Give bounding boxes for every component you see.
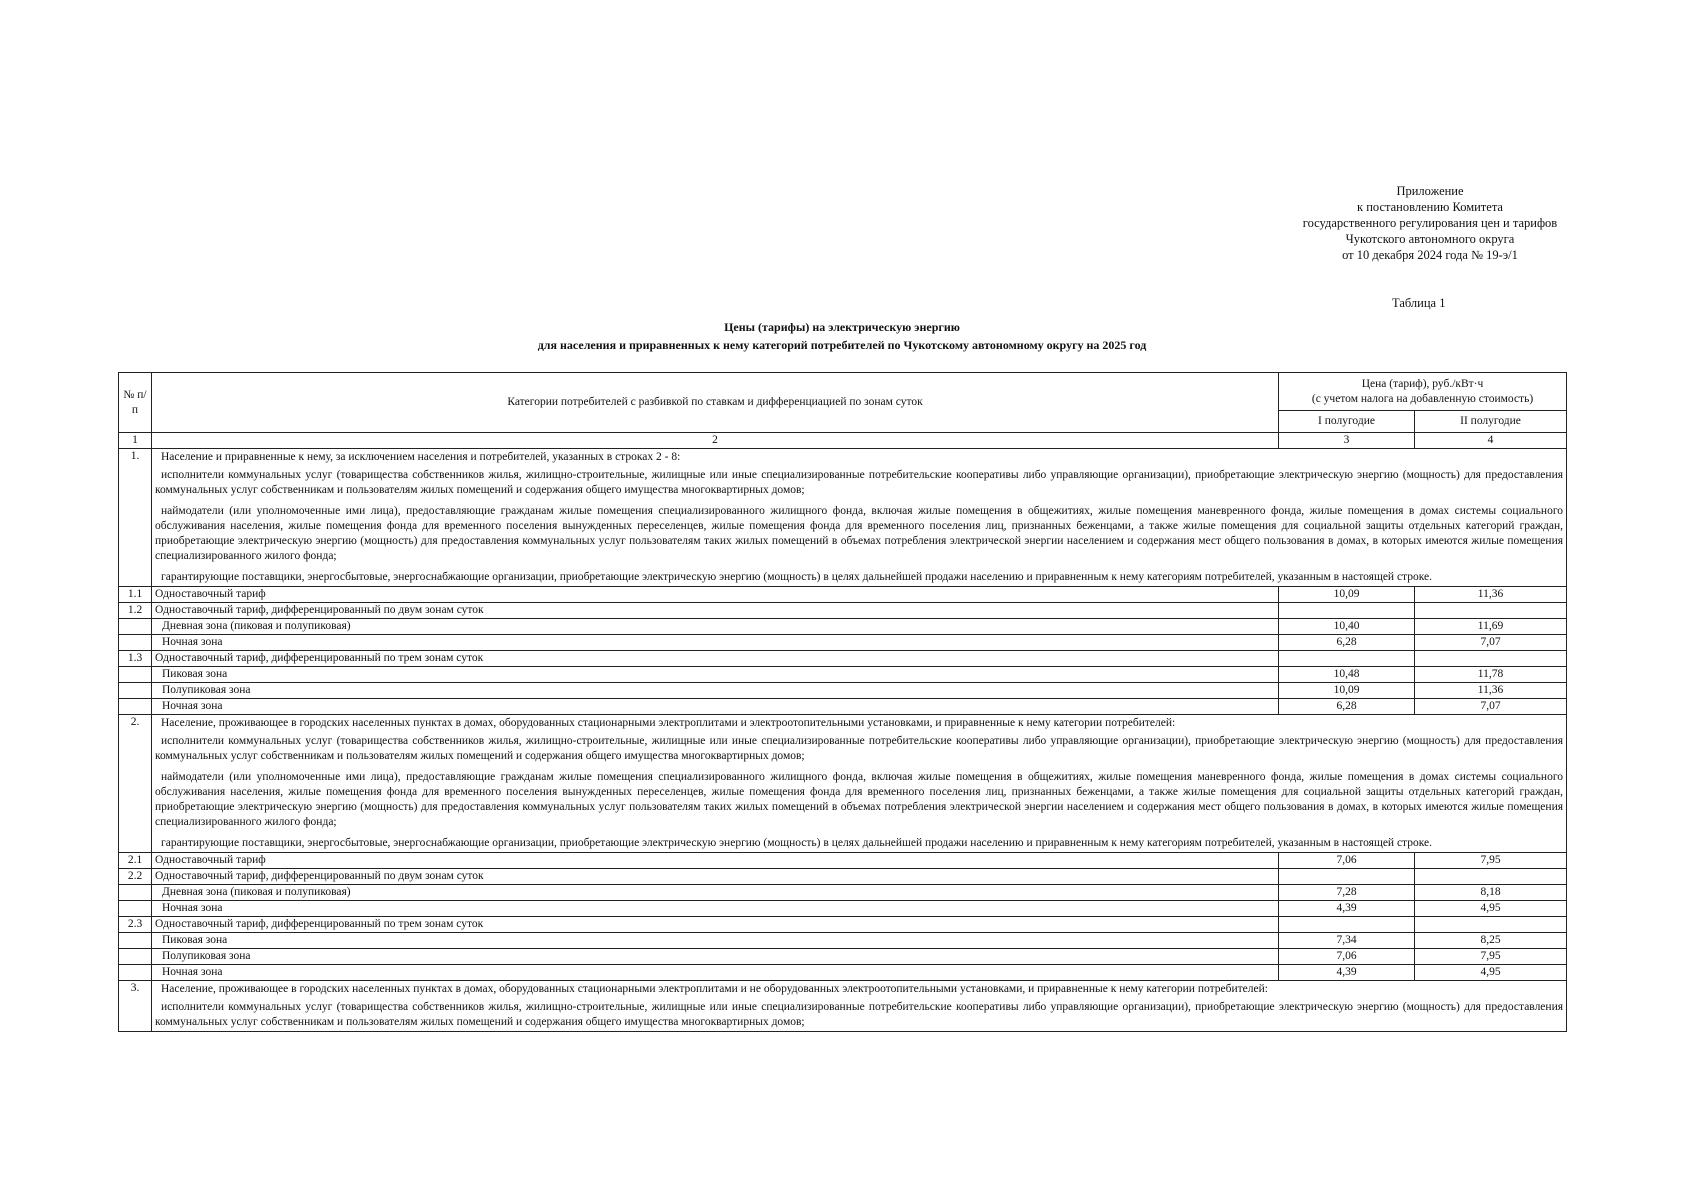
appendix-line: государственного регулирования цен и тарифов: [1302, 216, 1558, 230]
row-number: [119, 667, 152, 683]
value-half1: 4,39: [1279, 965, 1415, 981]
value-half2: 4,95: [1415, 965, 1567, 981]
value-half1: 7,06: [1279, 853, 1415, 869]
value-half1: [1279, 603, 1415, 619]
value-half2: 8,18: [1415, 885, 1567, 901]
row-number: 1.1: [119, 587, 152, 603]
section-number: 2.: [119, 715, 152, 853]
table-row: [119, 651, 1567, 667]
section-row: [119, 981, 1567, 1032]
row-label: Ночная зона: [152, 901, 1279, 917]
value-half2: [1415, 917, 1567, 933]
row-number: 2.3: [119, 917, 152, 933]
row-label: Пиковая зона: [152, 933, 1279, 949]
table-row: [119, 949, 1567, 965]
row-label: Одноставочный тариф, дифференцированный по трем зонам суток: [152, 917, 1279, 933]
value-half2: [1415, 869, 1567, 885]
value-half2: 11,78: [1415, 667, 1567, 683]
table-row: [119, 635, 1567, 651]
section-paragraph: гарантирующие поставщики, энергосбытовые, энергоснабжающие организации, приобретающие электрическую энергию (мощность) в целях дальнейшей продажи населению и приравненным к нему категориям потребителей, указанным в настоящей строке.: [161, 571, 1432, 583]
header-category: Категории потребителей с разбивкой по ставкам и дифференциацией по зонам суток: [152, 373, 1279, 433]
row-number: [119, 683, 152, 699]
row-number: [119, 901, 152, 917]
document-title: [118, 318, 1566, 354]
table-row: [119, 965, 1567, 981]
section-paragraph: исполнители коммунальных услуг (товарищества собственников жилья, жилищно-строительные, жилищные или иные специализированные потребительские кооперативы либо управляющие организации), приобретающие электрическую энергию (мощность) для предоставления коммунальных услуг собственникам и пользователям жилых помещений и содержания общего имущества многоквартирных домов;: [155, 1001, 1564, 1028]
value-half1: 10,40: [1279, 619, 1415, 635]
row-label: Дневная зона (пиковая и полупиковая): [152, 619, 1279, 635]
appendix-line: к постановлению Комитета: [1357, 200, 1503, 214]
row-label: Ночная зона: [152, 699, 1279, 715]
col-number: 4: [1415, 433, 1567, 449]
row-number: [119, 635, 152, 651]
row-label: Одноставочный тариф: [152, 587, 1279, 603]
table-row: [119, 901, 1567, 917]
section-paragraph: гарантирующие поставщики, энергосбытовые, энергоснабжающие организации, приобретающие электрическую энергию (мощность) в целях дальнейшей продажи населению и приравненным к нему категориям потребителей, указанным в настоящей строке.: [161, 837, 1432, 849]
value-half1: 6,28: [1279, 699, 1415, 715]
table-row: [119, 683, 1567, 699]
header-half1: I полугодие: [1279, 411, 1415, 433]
row-label: Одноставочный тариф, дифференцированный по трем зонам суток: [152, 651, 1279, 667]
table-row: [119, 667, 1567, 683]
value-half1: 10,09: [1279, 587, 1415, 603]
header-half2: II полугодие: [1415, 411, 1567, 433]
row-number: 2.1: [119, 853, 152, 869]
section-number: 3.: [119, 981, 152, 1032]
value-half2: 7,95: [1415, 853, 1567, 869]
section-description: [152, 715, 1567, 853]
value-half2: 7,07: [1415, 699, 1567, 715]
section-lead: Население и приравненные к нему, за исключением населения и потребителей, указанных в строках 2 - 8:: [161, 451, 681, 463]
value-half1: [1279, 869, 1415, 885]
row-number: [119, 949, 152, 965]
header-price-label: Цена (тариф), руб./кВт·ч: [1361, 377, 1484, 390]
section-paragraph: исполнители коммунальных услуг (товарищества собственников жилья, жилищно-строительные, жилищные или иные специализированные потребительские кооперативы либо управляющие организации), приобретающие электрическую энергию (мощность) для предоставления коммунальных услуг собственникам и пользователям жилых помещений и содержания общего имущества многоквартирных домов;: [155, 735, 1564, 762]
value-half1: 6,28: [1279, 635, 1415, 651]
section-lead: Население, проживающее в городских населенных пунктах в домах, оборудованных стационарными электроплитами и не оборудованных электроотопительными установками, и приравненные к нему категории потребителей:: [161, 983, 1268, 995]
appendix-line: Приложение: [1396, 184, 1464, 198]
section-paragraph: исполнители коммунальных услуг (товарищества собственников жилья, жилищно-строительные, жилищные или иные специализированные потребительские кооперативы либо управляющие организации), приобретающие электрическую энергию (мощность) для предоставления коммунальных услуг собственникам и пользователям жилых помещений и содержания общего имущества многоквартирных домов;: [155, 469, 1564, 496]
table-row: [119, 853, 1567, 869]
header-price: [1279, 373, 1567, 411]
section-lead: Население, проживающее в городских населенных пунктах в домах, оборудованных стационарными электроплитами и электроотопительными установками, и приравненные к нему категории потребителей:: [161, 717, 1176, 729]
table-label: Таблица 1: [1392, 296, 1446, 310]
column-number-row: [119, 433, 1567, 449]
appendix-line: Чукотского автономного округа: [1345, 232, 1515, 246]
row-label: Ночная зона: [152, 635, 1279, 651]
row-label: Дневная зона (пиковая и полупиковая): [152, 885, 1279, 901]
value-half1: 4,39: [1279, 901, 1415, 917]
table-row: [119, 587, 1567, 603]
value-half2: 7,95: [1415, 949, 1567, 965]
table-row: [119, 869, 1567, 885]
row-number: 1.3: [119, 651, 152, 667]
value-half1: [1279, 651, 1415, 667]
value-half2: 7,07: [1415, 635, 1567, 651]
row-label: Ночная зона: [152, 965, 1279, 981]
row-number: 2.2: [119, 869, 152, 885]
value-half1: 7,34: [1279, 933, 1415, 949]
value-half2: [1415, 603, 1567, 619]
value-half2: 4,95: [1415, 901, 1567, 917]
value-half2: 11,36: [1415, 683, 1567, 699]
value-half2: 8,25: [1415, 933, 1567, 949]
section-row: [119, 715, 1567, 853]
header-num: № п/п: [119, 373, 152, 433]
appendix-line: от 10 декабря 2024 года № 19-э/1: [1342, 248, 1518, 262]
row-number: [119, 699, 152, 715]
value-half1: [1279, 917, 1415, 933]
tariff-table: [118, 372, 1567, 1032]
section-number: 1.: [119, 449, 152, 587]
col-number: 2: [152, 433, 1279, 449]
row-number: 1.2: [119, 603, 152, 619]
table-row: [119, 885, 1567, 901]
title-line-2: для населения и приравненных к нему категорий потребителей по Чукотскому автономному округу на 2025 год: [537, 338, 1147, 352]
row-label: Одноставочный тариф: [152, 853, 1279, 869]
section-paragraph: наймодатели (или уполномоченные ими лица), предоставляющие гражданам жилые помещения специализированного жилищного фонда, включая жилые помещения в общежитиях, жилые помещения маневренного фонда, жилые помещения в домах системы социального обслуживания населения, жилые помещения фонда для временного поселения вынужденных переселенцев, жилые помещения фонда для временного поселения лиц, признанных беженцами, а также жилые помещения для социальной защиты отдельных категорий граждан, приобретающие электрическую энергию (мощность) для предоставления коммунальных услуг пользователям таких жилых помещений в объемах потребления электрической энергии населением и содержания мест общего пользования в домах, в которых имеются жилые помещения специализированного жилого фонда;: [155, 505, 1564, 562]
row-label: Одноставочный тариф, дифференцированный по двум зонам суток: [152, 603, 1279, 619]
value-half1: 10,48: [1279, 667, 1415, 683]
value-half2: [1415, 651, 1567, 667]
row-number: [119, 965, 152, 981]
value-half2: 11,36: [1415, 587, 1567, 603]
row-number: [119, 933, 152, 949]
row-number: [119, 885, 152, 901]
row-label: Полупиковая зона: [152, 683, 1279, 699]
value-half1: 7,06: [1279, 949, 1415, 965]
row-label: Пиковая зона: [152, 667, 1279, 683]
table-row: [119, 619, 1567, 635]
value-half1: 10,09: [1279, 683, 1415, 699]
appendix-header: [1280, 183, 1580, 263]
header-price-note: (с учетом налога на добавленную стоимость): [1311, 392, 1534, 405]
table-row: [119, 699, 1567, 715]
section-description: [152, 449, 1567, 587]
row-number: [119, 619, 152, 635]
table-row: [119, 603, 1567, 619]
table-row: [119, 917, 1567, 933]
section-paragraph: наймодатели (или уполномоченные ими лица), предоставляющие гражданам жилые помещения специализированного жилищного фонда, включая жилые помещения в общежитиях, жилые помещения маневренного фонда, жилые помещения в домах системы социального обслуживания населения, жилые помещения фонда для временного поселения вынужденных переселенцев, жилые помещения фонда для временного поселения лиц, признанных беженцами, а также жилые помещения для социальной защиты отдельных категорий граждан, приобретающие электрическую энергию (мощность) для предоставления коммунальных услуг пользователям таких жилых помещений в объемах потребления электрической энергии населением и содержания мест общего пользования в домах, в которых имеются жилые помещения специализированного жилого фонда;: [155, 771, 1564, 828]
row-label: Одноставочный тариф, дифференцированный по двум зонам суток: [152, 869, 1279, 885]
section-description: [152, 981, 1567, 1032]
value-half2: 11,69: [1415, 619, 1567, 635]
col-number: 1: [119, 433, 152, 449]
title-line-1: Цены (тарифы) на электрическую энергию: [724, 320, 960, 334]
col-number: 3: [1279, 433, 1415, 449]
value-half1: 7,28: [1279, 885, 1415, 901]
table-row: [119, 933, 1567, 949]
row-label: Полупиковая зона: [152, 949, 1279, 965]
section-row: [119, 449, 1567, 587]
